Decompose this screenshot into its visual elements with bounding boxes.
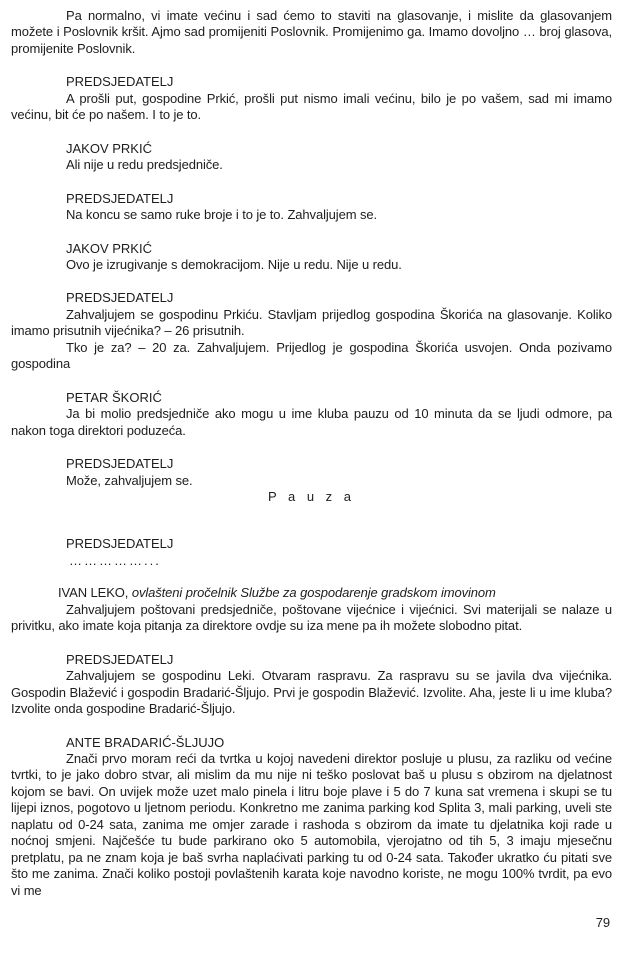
paragraph: Ovo je izrugivanje s demokracijom. Nije u redu. Nije u redu. [66,256,402,272]
speaker-intro-line [58,585,612,601]
speaker-heading: PREDSJEDATELJ [66,536,174,552]
paragraph: Zahvaljujem se gospodinu Leki. Otvaram raspravu. Za raspravu su se javila dva vijećnika. Gospodin Blažević i gospodin Bradarić-Šljujo. Prvi je gospodin Blažević. Izvolite. Aha, jeste li u ime kluba? Izvolite onda gospodine Bradarić-Šljujo. [11,668,612,717]
paragraph: Zahvaljujem se gospodinu Prkiću. Stavljam prijedlog gospodina Škorića na glasovanje. Koliko imamo prisutnih vijećnika? – 26 prisutnih. [11,306,612,339]
paragraph: Ali nije u redu predsjedniče. [66,157,223,173]
speaker-role: ovlašteni pročelnik Službe za gospodarenje gradskom imovinom [131,585,496,601]
speaker-heading: PREDSJEDATELJ [66,74,174,90]
speaker-heading: PREDSJEDATELJ [66,290,174,306]
speaker-heading: JAKOV PRKIĆ [66,240,152,256]
paragraph: Tko je za? – 20 za. Zahvaljujem. Prijedlog je gospodina Škorića usvojen. Onda pozivamo gospodina [11,339,612,372]
speaker-heading: PREDSJEDATELJ [66,651,174,667]
speaker-heading: PETAR ŠKORIĆ [66,389,162,405]
speaker-heading: PREDSJEDATELJ [66,190,174,206]
pause-marker: P a u z a [267,488,356,504]
speaker-heading: PREDSJEDATELJ [66,456,174,472]
omitted-text-dots: ……………... [69,552,161,568]
paragraph: Znači prvo moram reći da tvrtka u kojoj navedeni direktor posluje u plusu, za razliku od većine tvrtki, to je jako dobro stvar, ali mislim da mu nije ni teško poslovat baš u plusu s obzirom na djelatnost kojom se bavi. On uvijek može uzet malo pinela i litru boje plave i 5 do 7 kuna sat vremena i skupi se tu lijepi iznos, pogotovo u ljetnom periodu. Konkretno me zanima parking kod Splita 3, mali parking, uveli ste naplatu od 0-24 sata, zanima me omjer zarade i rashoda s obzirom da imate tu djelatnika koji rade u noćnoj smjeni. Najčešće tu bude parkirano oko 5 automobila, vjerojatno od tih 5, 3 imaju mjesečnu pretplatu, pa ne znam koja je baš svrha naplaćivati parking tu od 0-24 sata. Također ukratko ću pitati sve što me zanima. Znači koliko postoji povlaštenih karata koje navodno koriste, ne mogu 100% tvrdit, pa evo vi me [11,750,612,898]
speaker-heading: ANTE BRADARIĆ-ŠLJUJO [66,734,225,750]
speaker-heading: JAKOV PRKIĆ [66,140,152,156]
page-number: 79 [595,915,610,931]
paragraph: Zahvaljujem poštovani predsjedniče, poštovane vijećnice i vijećnici. Svi materijali se nalaze u privitku, ako imate koja pitanja za direktore ovdje su iza mene pa ih možete slobodno pitat. [11,601,612,634]
paragraph: A prošli put, gospodine Prkić, prošli put nismo imali većinu, bilo je po vašem, sad mi imamo većinu, bit će po našem. I to je to. [11,90,612,123]
paragraph: Ja bi molio predsjedniče ako mogu u ime kluba pauzu od 10 minuta da se ljudi odmore, pa nakon toga direktori poduzeća. [11,406,612,438]
paragraph: Na koncu se samo ruke broje i to je to. Zahvaljujem se. [66,207,377,223]
paragraph: Može, zahvaljujem se. [66,472,193,488]
speaker-name: IVAN LEKO, [58,585,129,601]
paragraph: Pa normalno, vi imate većinu i sad ćemo to staviti na glasovanje, i mislite da glasovanjem možete i Poslovnik kršit. Ajmo sad promijeniti Poslovnik. Promijenimo ga. Imamo dovoljno … broj glasova, promijenite Poslovnik. [11,8,612,56]
